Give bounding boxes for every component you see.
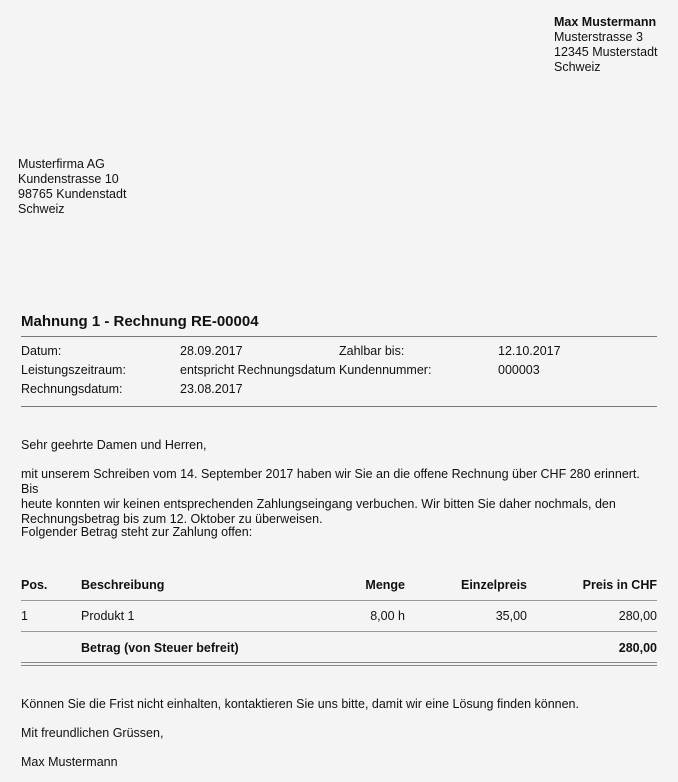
sum-divider-bottom — [21, 665, 657, 666]
row-quantity: 8,00 h — [370, 609, 405, 623]
meta-value: 000003 — [498, 363, 540, 377]
signature: Max Mustermann — [21, 755, 118, 769]
recipient-country: Schweiz — [18, 202, 65, 216]
document-title: Mahnung 1 - Rechnung RE-00004 — [21, 313, 259, 330]
sender-name: Max Mustermann — [554, 15, 657, 29]
sum-divider-top — [21, 662, 657, 663]
header-description: Beschreibung — [81, 578, 165, 592]
header-pos: Pos. — [21, 578, 48, 592]
meta-value: entspricht Rechnungsdatum — [180, 363, 336, 377]
sender-city: 12345 Musterstadt — [554, 45, 658, 59]
meta-label: Rechnungsdatum: — [21, 382, 123, 396]
sender-street: Musterstrasse 3 — [554, 30, 643, 44]
table-header-divider — [21, 600, 657, 601]
sender-country: Schweiz — [554, 60, 601, 74]
recipient-city: 98765 Kundenstadt — [18, 187, 127, 201]
meta-value: 12.10.2017 — [498, 344, 561, 358]
salutation: Sehr geehrte Damen und Herren, — [21, 438, 207, 452]
meta-label: Datum: — [21, 344, 62, 358]
invoice-meta — [21, 344, 657, 401]
meta-label: Leistungszeitraum: — [21, 363, 126, 377]
recipient-street: Kundenstrasse 10 — [18, 172, 119, 186]
header-total: Preis in CHF — [582, 578, 657, 592]
header-unit-price: Einzelpreis — [461, 578, 527, 592]
open-amount-intro: Folgender Betrag steht zur Zahlung offen: — [21, 525, 253, 539]
paragraph-line: mit unserem Schreiben vom 14. September 2017 haben wir Sie an die offene Rechnung über CHF 280 erinnert. Bis — [21, 467, 640, 496]
sum-value: 280,00 — [618, 641, 657, 655]
paragraph-line: heute konnten wir keinen entsprechenden Zahlungseingang verbuchen. Wir bitten Sie daher nochmals, den — [21, 497, 616, 511]
meta-value: 28.09.2017 — [180, 344, 243, 358]
recipient-company: Musterfirma AG — [18, 157, 105, 171]
sum-label: Betrag (von Steuer befreit) — [81, 641, 239, 655]
paragraph-line: Rechnungsbetrag bis zum 12. Oktober zu überweisen. — [21, 512, 323, 526]
table-row-divider — [21, 631, 657, 632]
meta-row — [21, 363, 657, 382]
recipient-address — [18, 157, 126, 217]
meta-value: 23.08.2017 — [180, 382, 243, 396]
closing-note: Können Sie die Frist nicht einhalten, kontaktieren Sie uns bitte, damit wir eine Lösung finden können. — [21, 697, 579, 711]
meta-row — [21, 382, 657, 401]
meta-label: Zahlbar bis: — [339, 344, 405, 358]
greeting: Mit freundlichen Grüssen, — [21, 726, 164, 740]
sender-address — [554, 15, 658, 75]
header-quantity: Menge — [365, 578, 405, 592]
reminder-paragraph — [21, 467, 651, 527]
row-unit-price: 35,00 — [495, 609, 527, 623]
row-pos: 1 — [21, 609, 28, 623]
row-description: Produkt 1 — [81, 609, 135, 623]
meta-label: Kundennummer: — [339, 363, 432, 377]
row-total: 280,00 — [618, 609, 657, 623]
meta-divider — [21, 406, 657, 407]
meta-row — [21, 344, 657, 363]
title-divider — [21, 336, 657, 337]
